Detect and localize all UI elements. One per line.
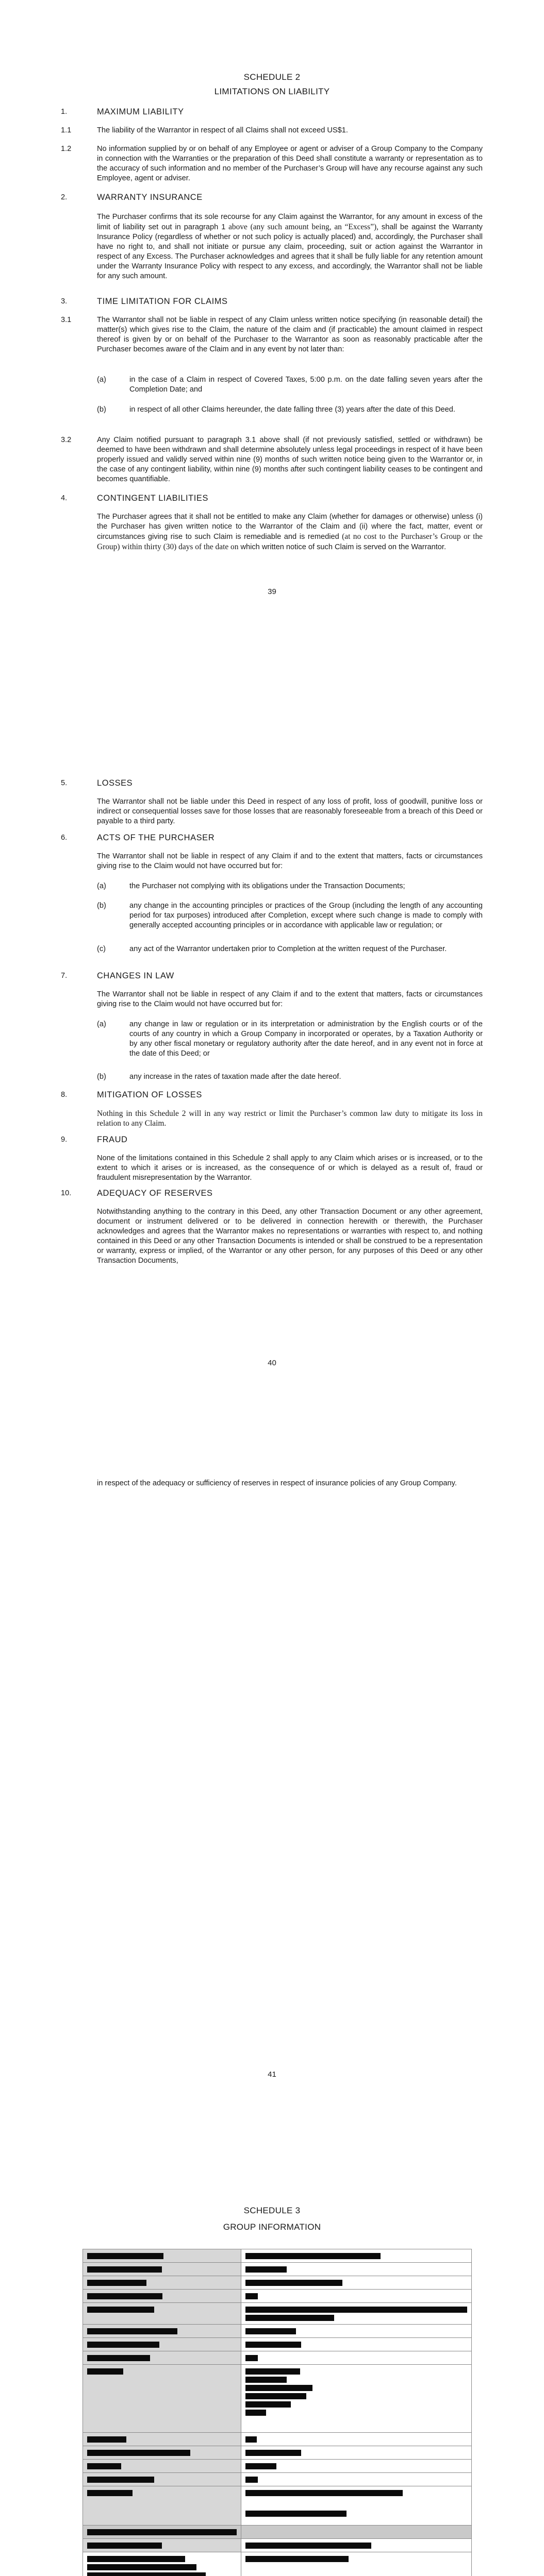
redacted-cell	[241, 2276, 472, 2290]
redaction-bar	[87, 2543, 162, 2549]
redacted-cell	[241, 2263, 472, 2276]
redacted-cell	[83, 2338, 241, 2351]
group-information-table	[83, 2249, 472, 2576]
clause-number: 1.2	[61, 145, 72, 153]
redacted-cell	[83, 2486, 241, 2526]
redaction-bar	[87, 2564, 196, 2570]
table-row	[83, 2486, 472, 2526]
section-text: in respect of the adequacy or sufficiency of reserves in respect of insurance policies of any Group Company.	[97, 1479, 457, 1487]
redacted-cell	[83, 2303, 241, 2325]
redacted-cell	[83, 2276, 241, 2290]
section-text: Nothing in this Schedule 2 will in any way restrict or limit the Purchaser’s common law duty to mitigate its loss in relation to any Claim.	[97, 1109, 483, 1128]
redaction-bar	[87, 2355, 150, 2361]
redaction-bar	[245, 2463, 276, 2469]
table-row	[83, 2263, 472, 2276]
page-41	[0, 1406, 544, 2110]
redaction-bar	[245, 2368, 300, 2375]
redaction-bar	[245, 2393, 306, 2399]
redaction-bar	[245, 2556, 349, 2562]
redaction-bar	[245, 2293, 258, 2299]
redacted-cell	[241, 2526, 472, 2539]
redacted-cell	[83, 2473, 241, 2486]
clause-number: 3.2	[61, 436, 72, 444]
section-heading: ACTS OF THE PURCHASER	[97, 833, 215, 842]
redaction-bar	[245, 2328, 296, 2334]
clause-text: No information supplied by or on behalf of any Employee or agent or adviser of a Group Company to the Company in connection with the Warranties or the preparation of this Deed shall constitute a warranty or representation as to the accuracy of such information and no member of the Purchaser’s Group will have any recourse against any such Employee, agent or adviser.	[97, 145, 483, 182]
redacted-cell	[241, 2473, 472, 2486]
redaction-bar	[245, 2385, 312, 2391]
schedule-label: SCHEDULE 2	[243, 72, 301, 82]
redaction-bar	[87, 2307, 154, 2313]
redacted-cell	[241, 2338, 472, 2351]
section-heading: MAXIMUM LIABILITY	[97, 107, 184, 116]
redacted-cell	[83, 2249, 241, 2263]
section-heading: LOSSES	[97, 778, 133, 788]
page-number: 41	[268, 2070, 276, 2079]
table-row	[83, 2338, 472, 2351]
table-row	[83, 2290, 472, 2303]
table-row	[83, 2303, 472, 2325]
section-text: The Warrantor shall not be liable under this Deed in respect of any loss of profit, loss of goodwill, punitive loss or indirect or consequential losses save for those losses that are reasonably foreseeable from a breach of this Deed or payable to a third party.	[97, 798, 483, 825]
redaction-bar	[87, 2529, 237, 2535]
redaction-bar	[87, 2490, 133, 2496]
redacted-cell	[241, 2351, 472, 2365]
table-row	[83, 2552, 472, 2576]
section-heading: FRAUD	[97, 1135, 128, 1144]
redacted-cell	[83, 2365, 241, 2433]
page-number: 40	[268, 1359, 276, 1367]
table-row	[83, 2460, 472, 2473]
redaction-bar	[245, 2342, 301, 2348]
redacted-cell	[83, 2526, 241, 2539]
redaction-bar	[245, 2280, 342, 2286]
redaction-bar	[87, 2572, 206, 2576]
section-text: The Purchaser agrees that it shall not be entitled to make any Claim (whether for damages or otherwise) unless (i) the Purchaser has given written notice to the Warrantor of the Claim and (ii) where the fact, matter, event or circumstances giving rise to such Claim is remediable and is remedied (at no cost to the Purchaser’s Group or the Group) within thirty (30) days of the date on which written notice of such Claim is served on the Warrantor.	[97, 513, 483, 551]
schedule-title: GROUP INFORMATION	[223, 2222, 321, 2232]
redacted-cell	[83, 2446, 241, 2460]
section-heading: CHANGES IN LAW	[97, 971, 174, 980]
redacted-cell	[241, 2486, 472, 2526]
redaction-bar	[245, 2355, 258, 2361]
redaction-bar	[245, 2543, 371, 2549]
schedule-label: SCHEDULE 3	[243, 2206, 301, 2215]
redaction-bar	[245, 2436, 257, 2443]
redaction-bar	[87, 2450, 190, 2456]
redaction-bar	[245, 2253, 381, 2259]
redaction-bar	[87, 2368, 123, 2375]
redaction-bar	[245, 2401, 291, 2408]
redaction-bar	[245, 2477, 258, 2483]
table-row	[83, 2539, 472, 2552]
redaction-bar	[245, 2266, 287, 2273]
section-text: None of the limitations contained in this Schedule 2 shall apply to any Claim which arises or is increased, or to the extent to which it arises or is increased, as the consequence of or which is delayed as a result of, fraud or fraudulent misrepresentation by the Warrantor.	[97, 1154, 483, 1182]
redaction-bar	[87, 2463, 121, 2469]
section-text: The Purchaser confirms that its sole recourse for any Claim against the Warrantor, for any amount in excess of the limit of liability set out in paragraph 1 above (any such amount being, an “Excess”), shall be against the Warranty Insurance Policy (regardless of whether or not such policy is actually placed) and, accordingly, the Purchaser shall have no right to, and shall not initiate or pursue any claim, proceeding, suit or action against the Warrantor in respect of any Excess. The Purchaser acknowledges and agrees that it shall be fully liable for any retention amount under the Warranty Insurance Policy with respect to any excess, and accordingly, the Warrantor shall not be liable for any such amount.	[97, 213, 483, 280]
table-row	[83, 2446, 472, 2460]
section-text: Notwithstanding anything to the contrary in this Deed, any other Transaction Document or any other agreement, document or instrument delivered or to be delivered in connection herewith or therewith, the Purchaser acknowledges and agrees that the Warrantor makes no representations or warranties with respect to, and nothing contained in this Deed or any other Transaction Documents is intended or shall be construed to be a representation or warranty, express or implied, of the Warrantor or any other person, for any purposes of this Deed or any other Transaction Documents,	[97, 1208, 483, 1265]
redaction-bar	[87, 2477, 154, 2483]
page-number: 39	[268, 587, 276, 596]
redacted-cell	[83, 2325, 241, 2338]
redacted-cell	[241, 2433, 472, 2446]
redaction-bar	[87, 2293, 162, 2299]
section-heading: TIME LIMITATION FOR CLAIMS	[97, 297, 228, 306]
redacted-cell	[241, 2249, 472, 2263]
redacted-cell	[83, 2351, 241, 2365]
redacted-cell	[241, 2446, 472, 2460]
section-heading: CONTINGENT LIABILITIES	[97, 494, 209, 503]
redaction-bar	[245, 2307, 467, 2313]
section-heading: MITIGATION OF LOSSES	[97, 1090, 202, 1099]
redaction-bar	[245, 2410, 266, 2416]
page-40: 5. LOSSES The Warrantor shall not be liable under this Deed in respect of any loss of profit, loss of goodwill, punitive loss or indirect or consequential losses save for those losses that are reasonably foreseeable from a breach of this Deed or payable to a third party. 6. ACTS OF THE PURCHASER The Warrantor shall not be liable in respect of any Claim if and to the extent that matters, facts or circumstances giving rise to the Claim would not have occurred but for: (a) the Purchaser not complying with its obligations under the Transaction Documents; (b) any change in the accounting principles or practices of the Group (including the length of any accounting period for tax purposes) introduced after Completion, except where such change is made to comply with generally accepted accounting principles or in accordance with applicable law or regulation; or (c) any act of the Warrantor undertaken prior to Completion at the written request of the Purchaser. 7. CHANGES IN LAW The Warrantor shall not be liable in respect of any Claim if and to the extent that matters, facts or circumstances giving rise to the Claim would not have occurred but for: (a) any change in law or regulation or in its interpretation or administration by the English courts or of the courts of any country in which a Group Company in incorporated or operates, by a Taxation Authority or by any other fiscal monetary or regulatory authority after the date hereof, and in any event not in force at the date of this Deed; or (b) any increase in the rates of taxation made after the date hereof. 8. MITIGATION OF LOSSES Nothing in this Schedule 2 will in any way restrict or limit the Purchaser’s common law duty to mitigate its loss in relation to any Claim. 9. FRAUD None of the limitations contained in this Schedule 2 shall apply to any Claim which arises or is increased, or to the extent to which it arises or is increased, as the consequence of or which is delayed as a result of, fraud or fraudulent misrepresentation by the Warrantor. 10. ADEQUACY OF RESERVES Notwithstanding anything to the contrary in this Deed, any other Transaction Document or any other agreement, document or instrument delivered or to be delivered in connection herewith or therewith, the Purchaser acknowledges and agrees that the Warrantor makes no representations or warranties with respect to, and nothing contained in this Deed or any other Transaction Documents is intended or shall be construed to be a representation or warranty, express or implied, of the Warrantor or any other person, for any purposes of this Deed or any other Transaction Documents, 40	[0, 703, 544, 1406]
page-42	[0, 2110, 544, 2576]
section-text: The Warrantor shall not be liable in respect of any Claim if and to the extent that matters, facts or circumstances giving rise to the Claim would not have occurred but for:	[97, 990, 483, 1008]
schedule-title: LIMITATIONS ON LIABILITY	[214, 87, 330, 96]
redaction-bar	[245, 2511, 347, 2517]
section-number: 3.	[61, 297, 68, 306]
redacted-cell	[241, 2539, 472, 2552]
redacted-cell	[83, 2460, 241, 2473]
table-row	[83, 2433, 472, 2446]
clause-number: 3.1	[61, 316, 72, 324]
redacted-cell	[241, 2303, 472, 2325]
table-row	[83, 2526, 472, 2539]
redacted-cell	[241, 2460, 472, 2473]
section-text: The Warrantor shall not be liable in respect of any Claim if and to the extent that matters, facts or circumstances giving rise to the Claim would not have occurred but for:	[97, 852, 483, 870]
redaction-bar	[87, 2328, 177, 2334]
redacted-cell	[83, 2433, 241, 2446]
redacted-cell	[241, 2552, 472, 2576]
redacted-cell	[241, 2365, 472, 2433]
redaction-bar	[87, 2280, 146, 2286]
table-row	[83, 2365, 472, 2433]
section-number: 1.	[61, 108, 68, 116]
clause-text: The liability of the Warrantor in respect of all Claims shall not exceed US$1.	[97, 126, 348, 134]
redaction-bar	[245, 2450, 301, 2456]
table-row	[83, 2249, 472, 2263]
redaction-bar	[87, 2436, 126, 2443]
redaction-bar	[87, 2266, 162, 2273]
redacted-cell	[83, 2290, 241, 2303]
redacted-cell	[83, 2539, 241, 2552]
table-row	[83, 2351, 472, 2365]
section-heading: WARRANTY INSURANCE	[97, 193, 203, 202]
redacted-cell	[83, 2263, 241, 2276]
table-row	[83, 2325, 472, 2338]
redaction-bar	[87, 2342, 159, 2348]
section-number: 2.	[61, 193, 68, 201]
table-row	[83, 2473, 472, 2486]
section-number: 4.	[61, 494, 68, 502]
section-heading: ADEQUACY OF RESERVES	[97, 1189, 213, 1198]
table-row	[83, 2276, 472, 2290]
redacted-cell	[241, 2325, 472, 2338]
redaction-bar	[87, 2253, 163, 2259]
redaction-bar	[245, 2315, 334, 2321]
clause-text: The Warrantor shall not be liable in respect of any Claim unless written notice specifying (in reasonable detail) the matter(s) which gives rise to the Claim, the nature of the claim and (if practicable) the amount claimed in respect thereof is given by or on behalf of the Purchaser to the Warrantor as soon as reasonably practicable after the Purchaser becomes aware of the Claim and in any event by not later than:	[97, 316, 483, 353]
redaction-bar	[245, 2490, 403, 2496]
clause-number: 1.1	[61, 126, 72, 134]
redaction-bar	[87, 2556, 185, 2562]
redacted-cell	[241, 2290, 472, 2303]
redaction-bar	[245, 2377, 287, 2383]
clause-text: Any Claim notified pursuant to paragraph 3.1 above shall (if not previously satisfied, settled or withdrawn) be deemed to have been withdrawn and shall determine absolutely unless legal proceedings in respect of it have been properly issued and validly served within nine (9) months of such written notice being given to the Warrantor or, in the case of any contingent liability, within nine (9) months after such contingent liability ceases to be contingent and becomes quantifiable.	[97, 436, 483, 483]
page-39: SCHEDULE 2 LIMITATIONS ON LIABILITY 1. MAXIMUM LIABILITY 1.1 The liability of the Warrantor in respect of all Claims shall not exceed US$1. 1.2 No information supplied by or on behalf of any Employee or agent or adviser of a Group Company to the Company in connection with the Warranties or the preparation of this Deed shall constitute a warranty or representation as to the accuracy of such information and no member of the Purchaser’s Group will have any recourse against any such Employee, agent or adviser. 2. WARRANTY INSURANCE The Purchaser confirms that its sole recourse for any Claim against the Warrantor, for any amount in excess of the limit of liability set out in paragraph 1 above (any such amount being, an “Excess”), shall be against the Warranty Insurance Policy (regardless of whether or not such policy is actually placed) and, accordingly, the Purchaser shall have no right to, and shall not initiate or pursue any claim, proceeding, suit or action against the Warrantor in respect of any Excess. The Purchaser acknowledges and agrees that it shall be fully liable for any retention amount under the Warranty Insurance Policy with respect to any excess, and accordingly, the Warrantor shall not be liable for any such amount. 3. TIME LIMITATION FOR CLAIMS 3.1 The Warrantor shall not be liable in respect of any Claim unless written notice specifying (in reasonable detail) the matter(s) which gives rise to the Claim, the nature of the claim and (if practicable) the amount claimed in respect thereof is given by or on behalf of the Purchaser to the Warrantor as soon as reasonably practicable after the Purchaser becomes aware of the Claim and in any event by not later than: (a) in the case of a Claim in respect of Covered Taxes, 5:00 p.m. on the date falling seven years after the Completion Date; and (b) in respect of all other Claims hereunder, the date falling three (3) years after the date of this Deed. 3.2 Any Claim notified pursuant to paragraph 3.1 above shall (if not previously satisfied, settled or withdrawn) be deemed to have been withdrawn and shall determine absolutely unless legal proceedings in respect of it have been properly issued and validly served within nine (9) months of such written notice being given to the Warrantor or, in the case of any contingent liability, within nine (9) months after such contingent liability ceases to be contingent and becomes quantifiable. 4. CONTINGENT LIABILITIES The Purchaser agrees that it shall not be entitled to make any Claim (whether for damages or otherwise) unless (i) the Purchaser has given written notice to the Warrantor of the Claim and (ii) where the fact, matter, event or circumstances giving rise to such Claim is remediable and is remedied (at no cost to the Purchaser’s Group or the Group) within thirty (30) days of the date on which written notice of such Claim is served on the Warrantor. 39	[0, 0, 544, 703]
redacted-cell	[83, 2552, 241, 2576]
